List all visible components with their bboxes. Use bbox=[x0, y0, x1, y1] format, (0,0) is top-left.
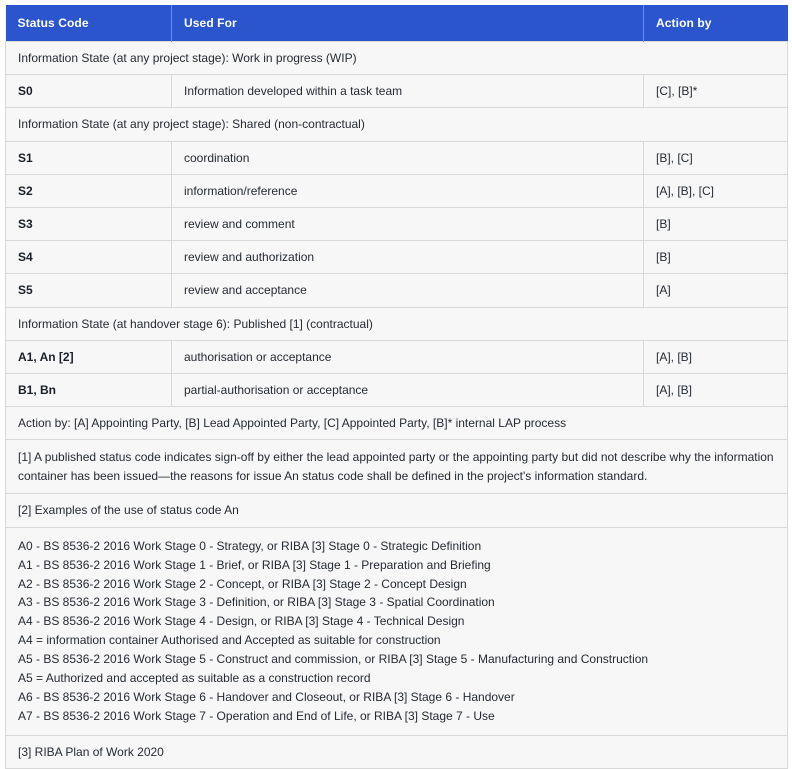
table-row bbox=[6, 141, 788, 174]
cell-status-code: S3 bbox=[6, 207, 172, 240]
cell-used-for: coordination bbox=[172, 141, 644, 174]
table-row bbox=[6, 241, 788, 274]
cell-used-for: partial-authorisation or acceptance bbox=[172, 373, 644, 406]
cell-used-for: review and acceptance bbox=[172, 274, 644, 307]
cell-used-for: information/reference bbox=[172, 174, 644, 207]
cell-status-code: S4 bbox=[6, 241, 172, 274]
table-row bbox=[6, 340, 788, 373]
table-row-section-heading-cell: Information State (at handover stage 6): Published [1] (contractual) bbox=[6, 307, 788, 340]
stage-example-line: A1 - BS 8536-2 2016 Work Stage 1 - Brief, or RIBA [3] Stage 1 - Preparation and Briefing bbox=[18, 557, 491, 572]
table-row bbox=[6, 174, 788, 207]
cell-used-for: Information developed within a task team bbox=[172, 75, 644, 108]
table-row-section-heading bbox=[6, 307, 788, 340]
stage-example-line: A5 - BS 8536-2 2016 Work Stage 5 - Construct and commission, or RIBA [3] Stage 5 - Manufacturing and Construction bbox=[18, 652, 649, 667]
table-row bbox=[6, 373, 788, 406]
column-header-status-code: Status Code bbox=[6, 5, 172, 42]
table-row-stage-list bbox=[6, 527, 788, 736]
cell-action-by: [B], [C] bbox=[644, 141, 788, 174]
cell-status-code: S2 bbox=[6, 174, 172, 207]
table-header bbox=[6, 5, 788, 42]
cell-action-by: [B] bbox=[644, 207, 788, 240]
cell-used-for: authorisation or acceptance bbox=[172, 340, 644, 373]
table-header-row bbox=[6, 5, 788, 42]
table-row-section-heading-cell: Information State (at any project stage): Shared (non-contractual) bbox=[6, 108, 788, 141]
table-row-section-heading-cell: Information State (at any project stage): Work in progress (WIP) bbox=[6, 42, 788, 75]
table-row-footnote-2 bbox=[6, 494, 788, 527]
cell-action-by: [A], [B] bbox=[644, 373, 788, 406]
table-row-footnote-1 bbox=[6, 440, 788, 494]
table-row-section-heading bbox=[6, 42, 788, 75]
column-header-action-by: Action by bbox=[644, 5, 788, 42]
stage-example-line: A5 = Authorized and accepted as suitable as a construction record bbox=[18, 671, 371, 686]
cell-status-code: A1, An [2] bbox=[6, 340, 172, 373]
table-row-legend bbox=[6, 407, 788, 440]
cell-status-code: S5 bbox=[6, 274, 172, 307]
cell-stage-examples bbox=[6, 527, 788, 736]
stage-example-line: A6 - BS 8536-2 2016 Work Stage 6 - Handover and Closeout, or RIBA [3] Stage 6 - Handover bbox=[18, 690, 515, 705]
table-row bbox=[6, 274, 788, 307]
table-row bbox=[6, 207, 788, 240]
table-row-footnote-1-cell: [1] A published status code indicates sign-off by either the lead appointed party or the appointing party but did not describe why the information container has been issued—the reasons for issue An status code shall be defined in the project's information standard. bbox=[6, 440, 788, 494]
stage-example-line: A3 - BS 8536-2 2016 Work Stage 3 - Definition, or RIBA [3] Stage 3 - Spatial Coordination bbox=[18, 595, 495, 610]
cell-action-by: [A] bbox=[644, 274, 788, 307]
cell-status-code: S0 bbox=[6, 75, 172, 108]
table-row-footnote-3 bbox=[6, 736, 788, 769]
stage-example-line: A2 - BS 8536-2 2016 Work Stage 2 - Concept, or RIBA [3] Stage 2 - Concept Design bbox=[18, 576, 467, 591]
cell-action-by: [A], [B], [C] bbox=[644, 174, 788, 207]
table-row-footnote-3-cell: [3] RIBA Plan of Work 2020 bbox=[6, 736, 788, 769]
cell-used-for: review and authorization bbox=[172, 241, 644, 274]
table-row bbox=[6, 75, 788, 108]
stage-example-line: A4 = information container Authorised and Accepted as suitable for construction bbox=[18, 633, 441, 648]
table-row-legend-cell: Action by: [A] Appointing Party, [B] Lead Appointed Party, [C] Appointed Party, [B]* internal LAP process bbox=[6, 407, 788, 440]
stage-example-line: A4 - BS 8536-2 2016 Work Stage 4 - Design, or RIBA [3] Stage 4 - Technical Design bbox=[18, 614, 465, 629]
stage-example-line: A0 - BS 8536-2 2016 Work Stage 0 - Strategy, or RIBA [3] Stage 0 - Strategic Definition bbox=[18, 538, 482, 553]
table-body bbox=[6, 42, 788, 769]
cell-status-code: S1 bbox=[6, 141, 172, 174]
cell-action-by: [B] bbox=[644, 241, 788, 274]
cell-action-by: [C], [B]* bbox=[644, 75, 788, 108]
cell-used-for: review and comment bbox=[172, 207, 644, 240]
stage-example-line: A7 - BS 8536-2 2016 Work Stage 7 - Operation and End of Life, or RIBA [3] Stage 7 - Use bbox=[18, 709, 495, 724]
cell-status-code: B1, Bn bbox=[6, 373, 172, 406]
table-row-footnote-2-cell: [2] Examples of the use of status code An bbox=[6, 494, 788, 527]
column-header-used-for: Used For bbox=[172, 5, 644, 42]
cell-action-by: [A], [B] bbox=[644, 340, 788, 373]
table-row-section-heading bbox=[6, 108, 788, 141]
status-code-table bbox=[5, 5, 788, 769]
